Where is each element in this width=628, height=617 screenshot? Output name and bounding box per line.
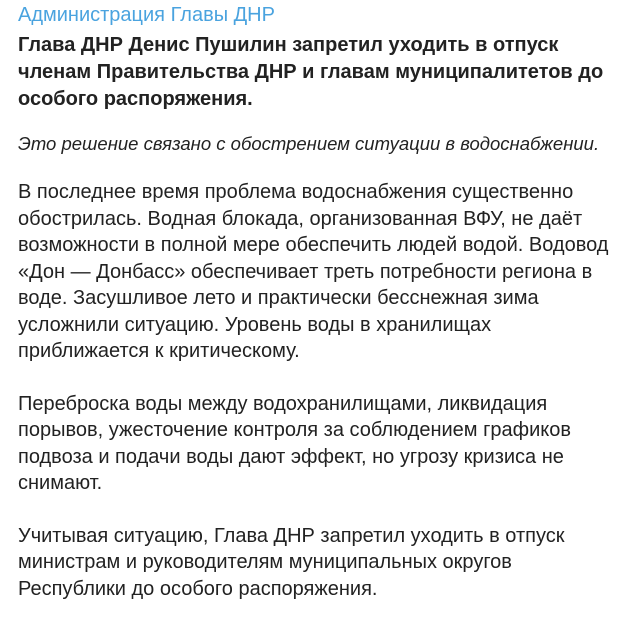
post-headline: Глава ДНР Денис Пушилин запретил уходить в отпуск членам Правительства ДНР и главам муниципалитетов до особого распоряжения. bbox=[18, 34, 604, 110]
post-paragraph-1: В последнее время проблема водоснабжения существенно обострилась. Водная блокада, организованная ВФУ, не даёт возможности в полной мере обеспечить людей водой. Водовод «Дон — Донбасс» обеспечивает треть потребности региона в воде. Засушливое лето и практически бесснежная зима усложнили ситуацию. Уровень воды в хранилищах приближается к критическому. bbox=[18, 181, 609, 362]
channel-name-link[interactable]: Администрация Главы ДНР bbox=[18, 4, 275, 26]
post-lead: Это решение связано с обострением ситуации в водоснабжении. bbox=[18, 133, 600, 154]
post-paragraph-2: Переброска воды между водохранилищами, ликвидация порывов, ужесточение контроля за соблюдением графиков подвоза и подачи воды дают эффект, но угрозу кризиса не снимают. bbox=[18, 392, 571, 494]
post-paragraph-3: Учитывая ситуацию, Глава ДНР запретил уходить в отпуск министрам и руководителям муниципальных округов Республики до особого распоряжения. bbox=[18, 524, 565, 600]
